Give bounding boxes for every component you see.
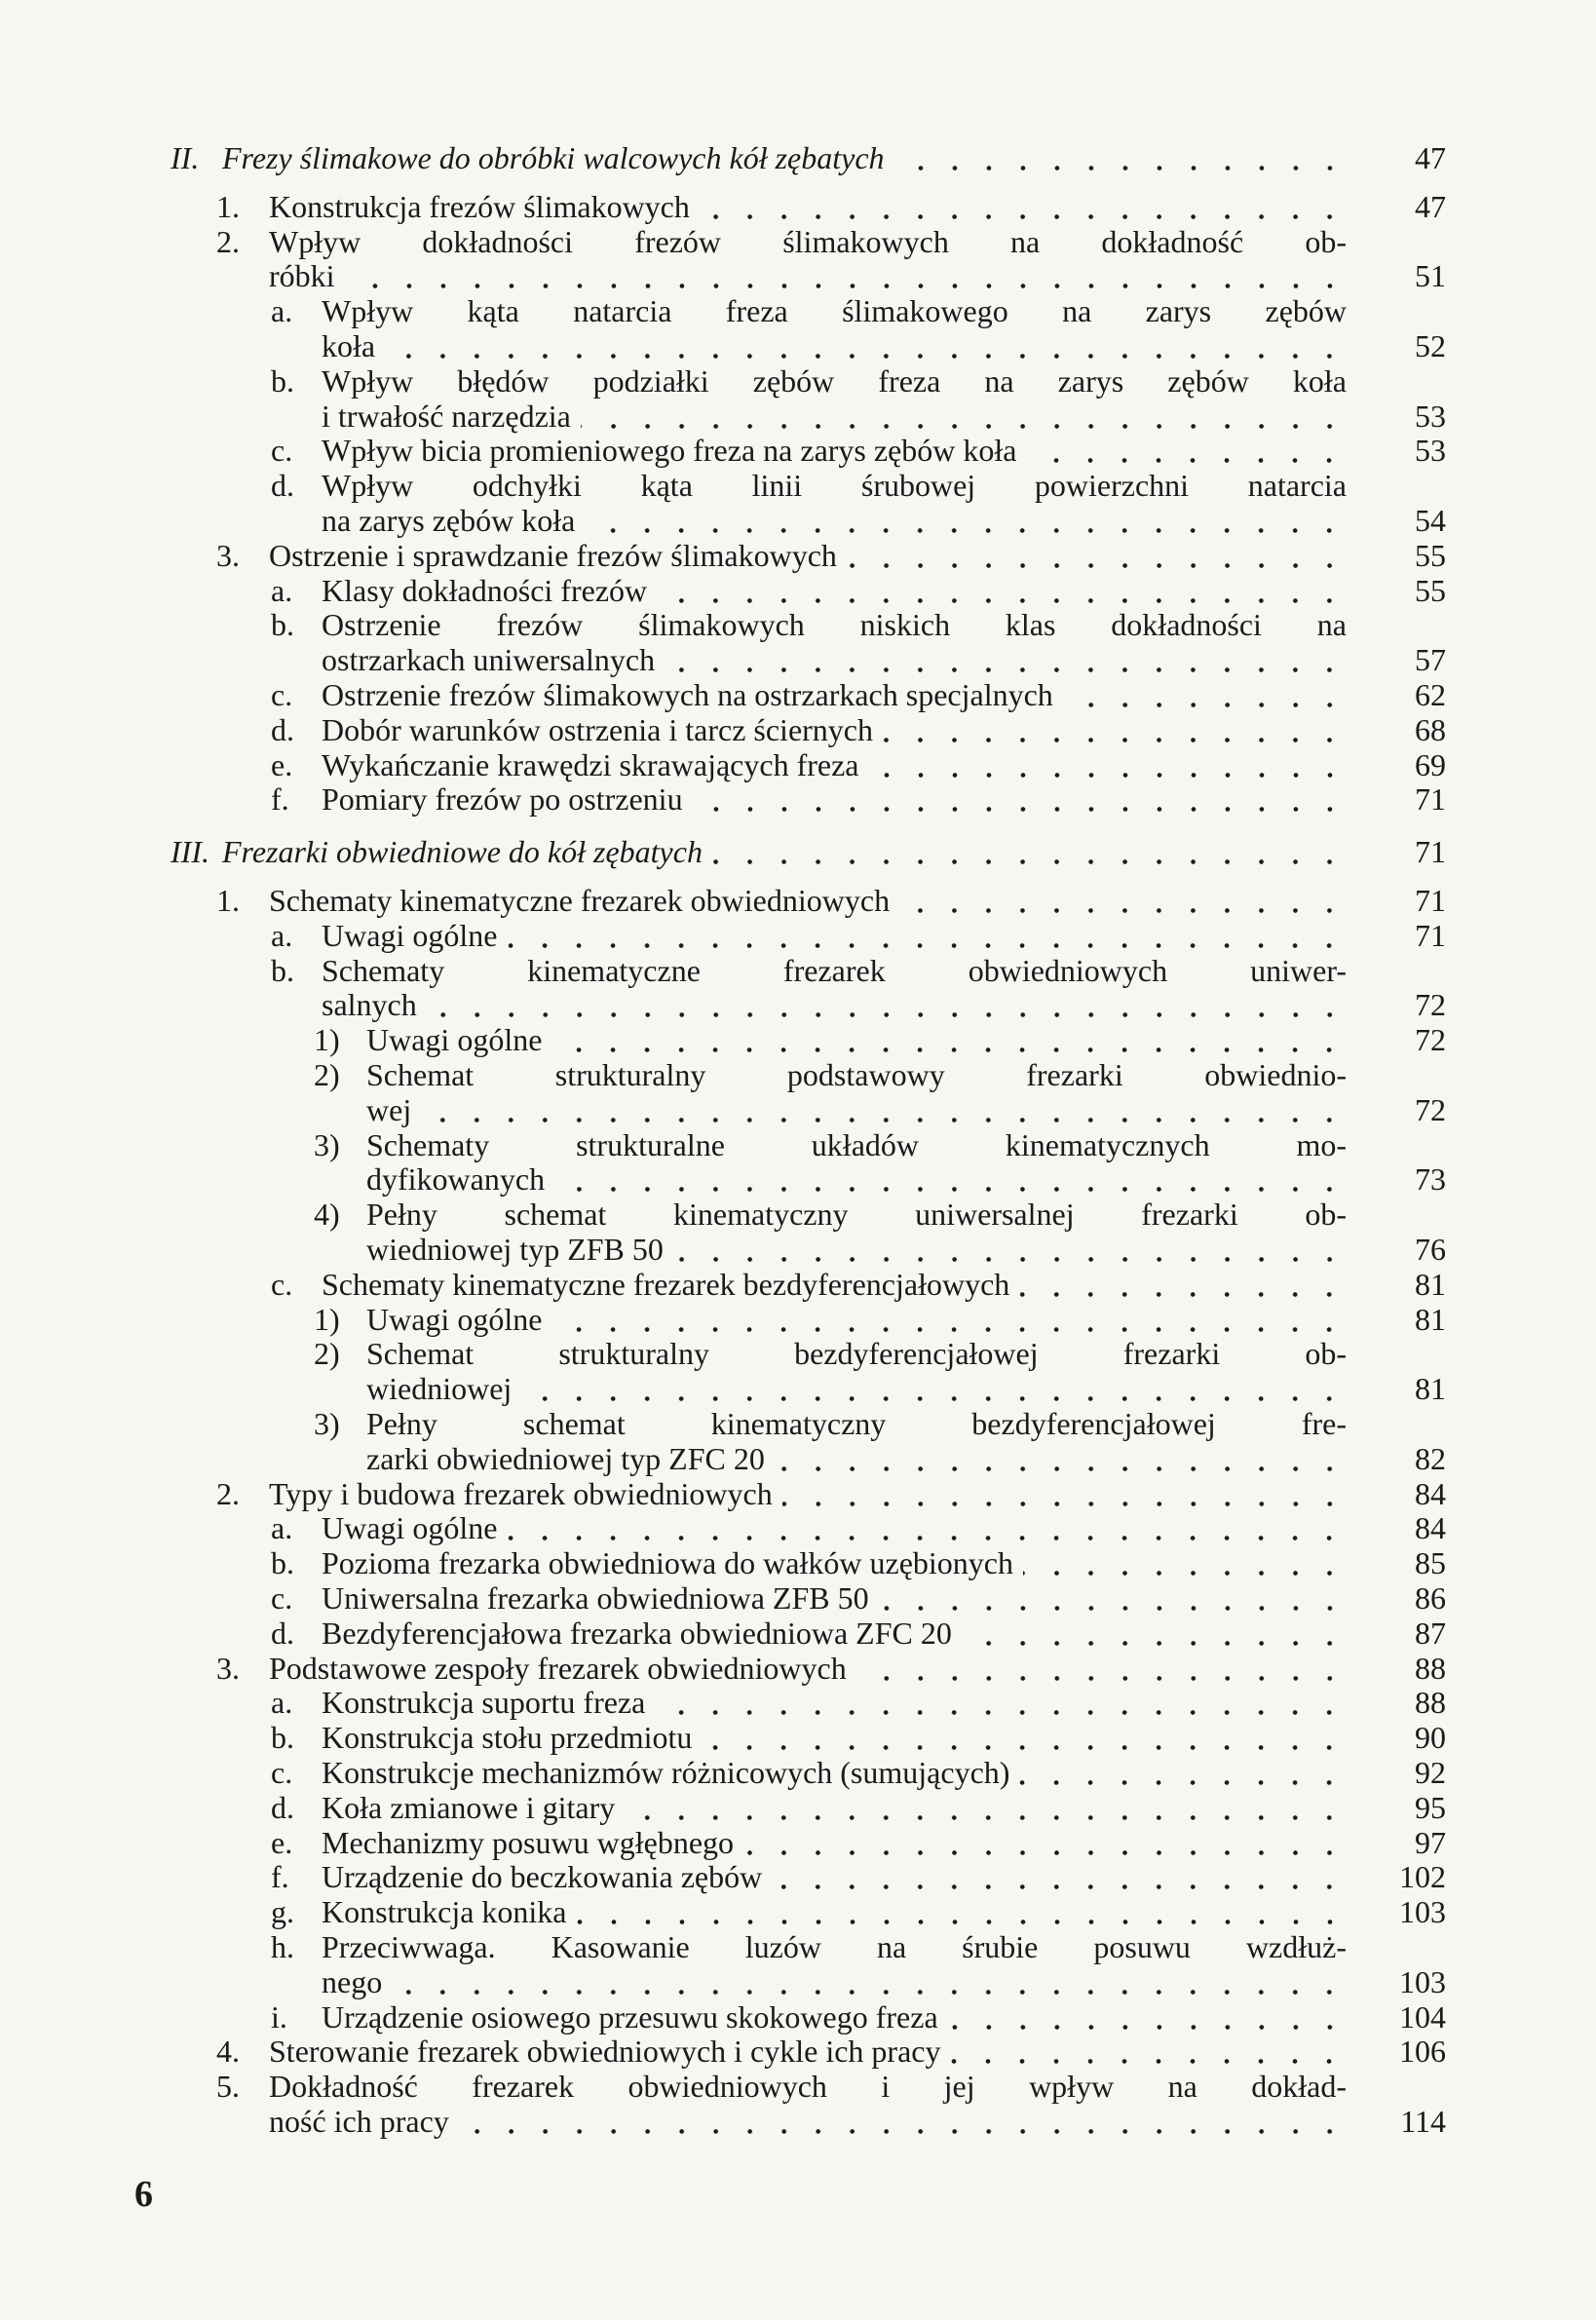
- entry-title: Koła zmianowe i gitary: [322, 1789, 616, 1825]
- toc-entry: [0, 504, 1596, 538]
- entry-page: 71: [1415, 781, 1446, 818]
- toc-entry: [0, 1303, 1596, 1337]
- entry-page: 55: [1415, 572, 1446, 608]
- entry-number: f.: [271, 1859, 289, 1895]
- toc-entry: [0, 1616, 1596, 1651]
- entry-page: 97: [1415, 1824, 1446, 1860]
- entry-page: 81: [1415, 1266, 1446, 1302]
- entry-title: Uwagi ogólne: [322, 917, 498, 953]
- toc-entry: [0, 1128, 1596, 1162]
- toc-entry: [0, 678, 1596, 712]
- entry-title: Schematy kinematyczne frezarek obwiedniowych: [269, 883, 891, 918]
- toc-entry: [0, 643, 1596, 677]
- entry-title: Schematy kinematyczne frezarek obwiedniowych uniwer-: [322, 952, 1347, 988]
- toc-entry: [0, 1162, 1596, 1197]
- dot-leader: [673, 1233, 1347, 1267]
- toc-entry: [0, 1686, 1596, 1720]
- entry-title: koła: [322, 328, 376, 363]
- toc-entry: [0, 1721, 1596, 1755]
- entry-number: a.: [271, 1685, 293, 1721]
- toc-entry: [0, 713, 1596, 747]
- dot-leader: [775, 1442, 1347, 1476]
- entry-title: Przeciwwaga. Kasowanie luzów na śrubie posuwu wzdłuż-: [322, 1929, 1347, 1964]
- entry-title: Wykańczanie krawędzi skrawających freza: [322, 746, 859, 782]
- dot-leader: [856, 1652, 1347, 1686]
- dot-leader: [581, 399, 1347, 434]
- dot-leader: [883, 713, 1347, 747]
- toc-entry: [0, 225, 1596, 259]
- entry-page: 68: [1415, 711, 1446, 747]
- toc-entry: [0, 1652, 1596, 1686]
- dot-leader: [702, 1721, 1347, 1755]
- toc-entry: [0, 988, 1596, 1022]
- entry-title: Wpływ odchyłki kąta linii śrubowej powierzchni natarcia: [322, 468, 1347, 504]
- entry-number: b.: [271, 607, 294, 643]
- entry-number: c.: [271, 1266, 293, 1302]
- dot-leader: [665, 643, 1347, 677]
- entry-number: 2): [314, 1057, 340, 1092]
- toc-entry: [0, 1756, 1596, 1790]
- entry-number: c.: [271, 1580, 293, 1616]
- entry-title: Dokładność frezarek obwiedniowych i jej wpływ na dokład-: [269, 2069, 1347, 2105]
- toc-entry: [0, 954, 1596, 988]
- dot-leader: [1019, 1268, 1347, 1302]
- entry-page: 62: [1415, 677, 1446, 712]
- entry-number: d.: [271, 1615, 294, 1651]
- toc-entry: [0, 2000, 1596, 2035]
- entry-title: Schemat strukturalny bezdyferencjałowej frezarki ob-: [366, 1336, 1347, 1372]
- entry-page: 85: [1415, 1545, 1446, 1581]
- dot-leader: [1019, 1756, 1347, 1790]
- entry-page: 104: [1399, 1998, 1446, 2035]
- entry-title: Sterowanie frezarek obwiedniowych i cykle ich pracy: [269, 2034, 941, 2070]
- toc-entry: [0, 782, 1596, 817]
- entry-page: 53: [1415, 398, 1446, 434]
- toc-entry: [0, 1233, 1596, 1267]
- entry-title: Schematy kinematyczne frezarek bezdyferencjałowych: [322, 1266, 1010, 1302]
- entry-title: Frezarki obwiedniowe do kół zębatych: [222, 834, 703, 870]
- entry-number: 2.: [216, 223, 240, 259]
- dot-leader: [585, 504, 1347, 538]
- entry-title: Wpływ dokładności frezów ślimakowych na dokładność ob-: [269, 223, 1347, 259]
- entry-page: 55: [1415, 537, 1446, 573]
- entry-title: Ostrzenie frezów ślimakowych niskich klas dokładności na: [322, 607, 1347, 643]
- entry-page: 88: [1415, 1650, 1446, 1686]
- toc-entry: [0, 1372, 1596, 1406]
- entry-number: e.: [271, 746, 293, 782]
- dot-leader: [551, 1303, 1347, 1337]
- entry-title: ostrzarkach uniwersalnych: [322, 642, 656, 678]
- entry-title: róbki: [269, 258, 335, 294]
- toc-entry: [0, 1826, 1596, 1860]
- toc-entry: [0, 2035, 1596, 2069]
- toc-entry: [0, 329, 1596, 363]
- toc-entry: [0, 259, 1596, 293]
- dot-leader: [507, 919, 1347, 953]
- entry-number: h.: [271, 1929, 294, 1964]
- dot-leader: [554, 1162, 1347, 1197]
- entry-title: Uwagi ogólne: [366, 1022, 543, 1058]
- dot-leader: [700, 190, 1347, 224]
- entry-number: b.: [271, 952, 294, 988]
- toc-entry: [0, 1965, 1596, 1999]
- entry-number: a.: [271, 293, 293, 329]
- entry-number: 3): [314, 1406, 340, 1441]
- toc-entry: [0, 1895, 1596, 1929]
- entry-title: Bezdyferencjałowa frezarka obwiedniowa ZFC 20: [322, 1615, 952, 1651]
- page-number: 6: [134, 2174, 153, 2215]
- entry-title: Frezy ślimakowe do obróbki walcowych kół zębatych: [222, 140, 885, 175]
- entry-page: 81: [1415, 1371, 1446, 1407]
- entry-number: d.: [271, 711, 294, 747]
- dot-leader: [950, 2035, 1347, 2069]
- entry-page: 84: [1415, 1510, 1446, 1546]
- toc-entry: [0, 574, 1596, 608]
- entry-number: a.: [271, 1510, 293, 1546]
- dot-leader: [421, 1093, 1347, 1127]
- entry-page: 90: [1415, 1720, 1446, 1756]
- entry-number: 5.: [216, 2069, 240, 2105]
- entry-page: 103: [1399, 1963, 1446, 1999]
- dot-leader: [521, 1372, 1347, 1406]
- entry-number: 3.: [216, 1650, 240, 1686]
- entry-title: i trwałość narzędzia: [322, 398, 571, 434]
- entry-number: i.: [271, 1998, 287, 2035]
- entry-number: 4): [314, 1197, 340, 1233]
- entry-number: b.: [271, 1545, 294, 1581]
- entry-number: d.: [271, 468, 294, 504]
- entry-page: 71: [1415, 834, 1446, 870]
- dot-leader: [782, 1477, 1347, 1511]
- entry-title: dyfikowanych: [366, 1161, 546, 1198]
- dot-leader: [743, 1826, 1347, 1860]
- entry-title: Pozioma frezarka obwiedniowa do wałków uzębionych: [322, 1545, 1013, 1581]
- entry-title: Konstrukcja frezów ślimakowych: [269, 188, 690, 224]
- toc-entry: [0, 1337, 1596, 1371]
- entry-title: wiedniowej: [366, 1371, 513, 1407]
- toc-entry: [0, 1407, 1596, 1441]
- entry-number: c.: [271, 677, 293, 712]
- entry-title: Urządzenie osiowego przesuwu skokowego freza: [322, 1998, 938, 2035]
- dot-leader: [869, 748, 1348, 782]
- entry-page: 84: [1415, 1475, 1446, 1511]
- dot-leader: [1063, 678, 1347, 712]
- dot-leader: [1026, 434, 1347, 468]
- toc-entry: [0, 539, 1596, 573]
- entry-title: zarki obwiedniowej typ ZFC 20: [366, 1440, 765, 1476]
- toc-entry: [0, 608, 1596, 642]
- dot-leader: [577, 1895, 1348, 1929]
- entry-title: Pomiary frezów po ostrzeniu: [322, 781, 683, 818]
- entry-title: Typy i budowa frezarek obwiedniowych: [269, 1475, 773, 1511]
- entry-number: 2): [314, 1336, 340, 1372]
- dot-leader: [962, 1616, 1347, 1651]
- dot-leader: [392, 1965, 1347, 1999]
- entry-number: 1): [314, 1022, 340, 1058]
- entry-title: wej: [366, 1091, 412, 1127]
- entry-title: Pełny schemat kinematyczny bezdyferencjałowej fre-: [366, 1406, 1347, 1441]
- entry-number: III.: [171, 834, 209, 870]
- entry-title: Konstrukcja konika: [322, 1894, 567, 1930]
- entry-number: f.: [271, 781, 289, 818]
- toc-entry: [0, 1511, 1596, 1545]
- entry-title: Pełny schemat kinematyczny uniwersalnej frezarki ob-: [366, 1197, 1347, 1233]
- entry-title: Wpływ błędów podziałki zębów freza na zarys zębów koła: [322, 362, 1347, 399]
- entry-title: Uniwersalna frezarka obwiedniowa ZFB 50: [322, 1580, 869, 1616]
- entry-title: Konstrukcja suportu freza: [322, 1685, 646, 1721]
- entry-page: 88: [1415, 1685, 1446, 1721]
- entry-number: c.: [271, 433, 293, 469]
- toc-entry: [0, 1198, 1596, 1232]
- entry-title: Urządzenie do beczkowania zębów: [322, 1859, 763, 1895]
- entry-title: Ostrzenie i sprawdzanie frezów ślimakowych: [269, 537, 837, 573]
- toc-entry: [0, 294, 1596, 328]
- entry-title: Schematy strukturalne układów kinematycznych mo-: [366, 1126, 1347, 1162]
- entry-page: 54: [1415, 503, 1446, 538]
- toc-entry: [0, 434, 1596, 468]
- toc-entry: [0, 1023, 1596, 1057]
- entry-number: 1.: [216, 883, 240, 918]
- entry-page: 72: [1415, 987, 1446, 1023]
- dot-leader: [894, 141, 1347, 175]
- toc-entry: [0, 1546, 1596, 1580]
- entry-page: 81: [1415, 1301, 1446, 1337]
- toc-entry: [0, 469, 1596, 503]
- entry-page: 53: [1415, 433, 1446, 469]
- entry-title: Ostrzenie frezów ślimakowych na ostrzarkach specjalnych: [322, 677, 1053, 712]
- entry-number: g.: [271, 1894, 294, 1930]
- entry-page: 92: [1415, 1755, 1446, 1790]
- entry-title: Wpływ kąta natarcia freza ślimakowego na zarys zębów: [322, 293, 1347, 329]
- entry-number: a.: [271, 572, 293, 608]
- dot-leader: [1023, 1546, 1347, 1580]
- entry-page: 87: [1415, 1615, 1446, 1651]
- toc-entry: [0, 1860, 1596, 1894]
- entry-number: 2.: [216, 1475, 240, 1511]
- entry-page: 69: [1415, 746, 1446, 782]
- toc-entry: [0, 399, 1596, 434]
- toc-chapter: [0, 141, 1596, 175]
- toc-entry: [0, 1581, 1596, 1616]
- entry-title: Konstrukcja stołu przedmiotu: [322, 1720, 693, 1756]
- dot-leader: [693, 782, 1347, 817]
- entry-title: Schemat strukturalny podstawowy frezarki obwiednio-: [366, 1057, 1347, 1092]
- entry-number: 4.: [216, 2034, 240, 2070]
- entry-page: 47: [1415, 140, 1446, 175]
- toc-entry: [0, 1442, 1596, 1476]
- toc-entry: [0, 748, 1596, 782]
- entry-number: II.: [171, 140, 200, 175]
- toc-entry: [0, 364, 1596, 399]
- entry-title: Mechanizmy posuwu wgłębnego: [322, 1824, 735, 1860]
- dot-leader: [625, 1791, 1347, 1825]
- entry-title: salnych: [322, 987, 417, 1023]
- toc-chapter: [0, 835, 1596, 869]
- toc-entry: [0, 1791, 1596, 1825]
- dot-leader: [427, 988, 1347, 1022]
- entry-title: Wpływ bicia promieniowego freza na zarys zębów koła: [322, 433, 1017, 469]
- toc-entry: [0, 1477, 1596, 1511]
- dot-leader: [655, 1686, 1347, 1720]
- dot-leader: [948, 2000, 1347, 2035]
- entry-number: b.: [271, 362, 294, 399]
- entry-number: 1.: [216, 188, 240, 224]
- entry-page: 102: [1399, 1859, 1446, 1895]
- dot-leader: [879, 1581, 1347, 1616]
- entry-page: 114: [1400, 2104, 1446, 2139]
- entry-number: 3.: [216, 537, 240, 573]
- entry-page: 72: [1415, 1022, 1446, 1058]
- entry-page: 106: [1399, 2034, 1446, 2070]
- toc-entry: [0, 884, 1596, 918]
- entry-title: Klasy dokładności frezów: [322, 572, 648, 608]
- entry-title: na zarys zębów koła: [322, 503, 576, 538]
- entry-page: 103: [1399, 1894, 1446, 1930]
- dot-leader: [847, 539, 1347, 573]
- entry-number: 1): [314, 1301, 340, 1337]
- toc-entry: [0, 2070, 1596, 2104]
- entry-page: 51: [1415, 258, 1446, 294]
- entry-title: Dobór warunków ostrzenia i tarcz ściernych: [322, 711, 873, 747]
- entry-page: 72: [1415, 1091, 1446, 1127]
- toc-entry: [0, 1930, 1596, 1964]
- entry-page: 95: [1415, 1789, 1446, 1825]
- entry-title: Podstawowe zespoły frezarek obwiedniowych: [269, 1650, 847, 1686]
- toc-entry: [0, 1268, 1596, 1302]
- dot-leader: [551, 1023, 1347, 1057]
- dot-leader: [385, 329, 1347, 363]
- entry-title: Uwagi ogólne: [322, 1510, 498, 1546]
- entry-page: 82: [1415, 1440, 1446, 1476]
- toc-entry: [0, 1058, 1596, 1092]
- entry-title: Uwagi ogólne: [366, 1301, 543, 1337]
- entry-page: 86: [1415, 1580, 1446, 1616]
- entry-number: b.: [271, 1720, 294, 1756]
- entry-number: a.: [271, 917, 293, 953]
- entry-title: nego: [322, 1963, 383, 1999]
- entry-number: d.: [271, 1789, 294, 1825]
- entry-page: 76: [1415, 1232, 1446, 1267]
- entry-number: 3): [314, 1126, 340, 1162]
- entry-title: ność ich pracy: [269, 2104, 449, 2139]
- dot-leader: [657, 574, 1347, 608]
- entry-title: Konstrukcje mechanizmów różnicowych (sumujących): [322, 1755, 1010, 1790]
- entry-page: 47: [1415, 188, 1446, 224]
- toc-entry: [0, 190, 1596, 224]
- toc-entry: [0, 2105, 1596, 2139]
- toc-entry: [0, 919, 1596, 953]
- toc-entry: [0, 1093, 1596, 1127]
- entry-page: 73: [1415, 1161, 1446, 1198]
- dot-leader: [772, 1860, 1347, 1894]
- entry-number: c.: [271, 1755, 293, 1790]
- dot-leader: [345, 259, 1347, 293]
- dot-leader: [507, 1511, 1347, 1545]
- entry-page: 71: [1415, 917, 1446, 953]
- dot-leader: [712, 835, 1347, 869]
- entry-title: wiedniowej typ ZFB 50: [366, 1232, 664, 1267]
- dot-leader: [899, 884, 1347, 918]
- entry-page: 71: [1415, 883, 1446, 918]
- entry-page: 57: [1415, 642, 1446, 678]
- entry-number: e.: [271, 1824, 293, 1860]
- entry-page: 52: [1415, 328, 1446, 363]
- dot-leader: [459, 2105, 1347, 2139]
